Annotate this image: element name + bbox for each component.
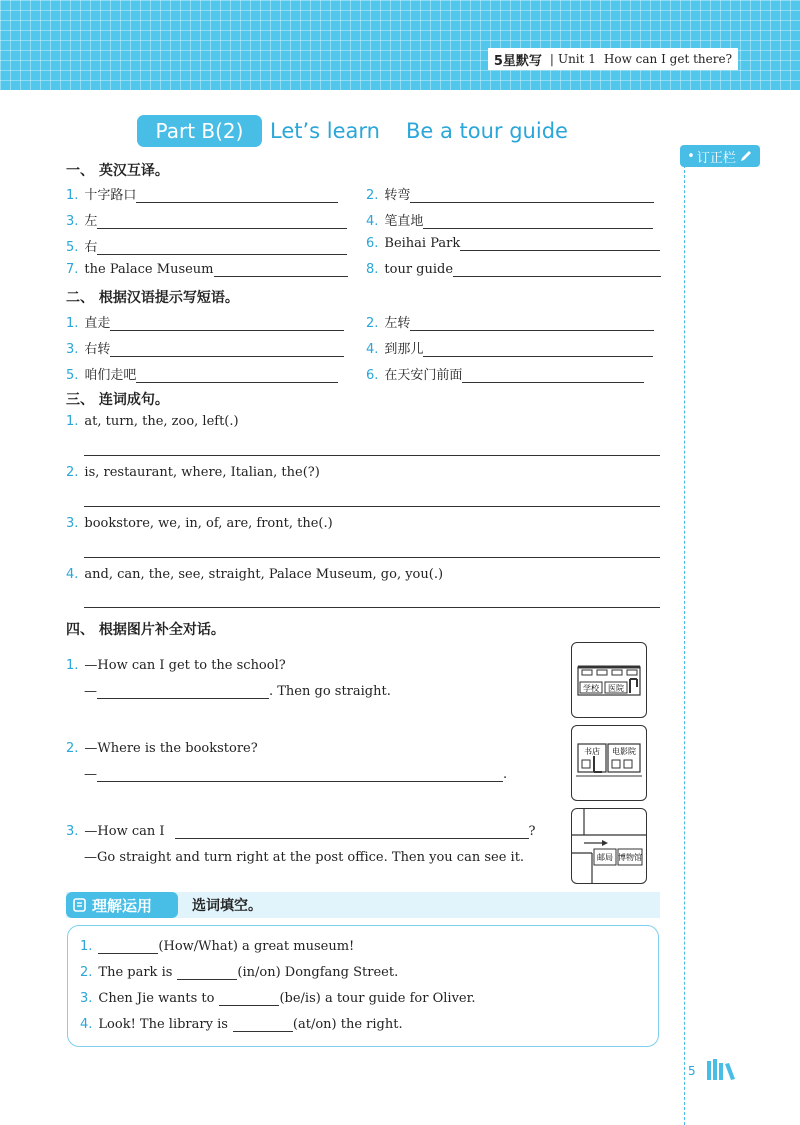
answer-blank[interactable] (110, 316, 344, 331)
answer-blank[interactable] (97, 684, 269, 699)
pic2-label-cinema: 电影院 (612, 747, 636, 756)
answer-blank[interactable] (177, 965, 237, 980)
answer-blank[interactable] (214, 262, 348, 277)
answer-blank[interactable] (219, 991, 279, 1006)
answer-blank[interactable] (410, 316, 654, 331)
list-item: 8. tour guide (366, 262, 661, 277)
answer-blank[interactable] (423, 214, 653, 229)
answer-blank[interactable] (175, 824, 529, 839)
answer-line[interactable] (84, 455, 660, 456)
answer-line[interactable] (84, 506, 660, 507)
list-item: 1. at, turn, the, zoo, left(.) (66, 414, 239, 429)
list-item: 2. 左转 (366, 312, 654, 331)
section1-heading: 一、 英汉互译。 (66, 163, 169, 179)
answer-line[interactable] (84, 607, 660, 608)
picture-postoffice-museum (571, 808, 647, 884)
answer-blank[interactable] (233, 1017, 293, 1032)
part-badge: Part B(2) (137, 115, 262, 147)
list-item: 6. 在天安门前面 (366, 364, 644, 383)
list-item: 3. 左 (66, 210, 347, 229)
title-lets-learn: Let’s learn (270, 119, 380, 143)
page-number: 5 (688, 1064, 696, 1078)
answer-blank[interactable] (98, 939, 158, 954)
answer-blank[interactable] (97, 767, 503, 782)
list-item: 7. the Palace Museum (66, 262, 348, 277)
answer-blank[interactable] (136, 188, 338, 203)
apply-tag: 理解运用 (66, 892, 178, 918)
list-item: 4. 笔直地 (366, 210, 653, 229)
list-item: 2. is, restaurant, where, Italian, the(?) (66, 465, 320, 480)
list-item: 5. 右 (66, 236, 347, 255)
apply-instruction: 选词填空。 (192, 898, 262, 914)
pic2-label-bookstore: 书店 (584, 747, 600, 756)
answer-blank[interactable] (453, 262, 661, 277)
answer-blank[interactable] (423, 342, 653, 357)
header-unit: Unit 1 (557, 52, 596, 66)
dialog-line: 1. —How can I get to the school? (66, 658, 286, 673)
list-item: 4. 到那儿 (366, 338, 653, 357)
header-band (0, 0, 800, 90)
dialog-line: —Go straight and turn right at the post office. Then you can see it. (84, 850, 525, 865)
picture-school-hospital (571, 642, 647, 718)
list-item: 5. 咱们走吧 (66, 364, 338, 383)
answer-blank[interactable] (410, 188, 654, 203)
fill-item: 2. The park is (in/on) Dongfang Street. (80, 965, 399, 980)
answer-blank[interactable] (97, 214, 347, 229)
list-item: 4. and, can, the, see, straight, Palace Museum, go, you(.) (66, 567, 444, 582)
pic3-label-postoffice: 邮局 (597, 853, 613, 862)
list-item: 1. 直走 (66, 312, 344, 331)
answer-blank[interactable] (110, 342, 344, 357)
dialog-line: 2. —Where is the bookstore? (66, 741, 258, 756)
section4-heading: 四、 根据图片补全对话。 (66, 622, 225, 638)
picture-bookstore-cinema (571, 725, 647, 801)
section3-heading: 三、 连词成句。 (66, 392, 169, 408)
page-title (270, 115, 594, 147)
answer-blank[interactable] (460, 236, 660, 251)
header-unit-tag: 5星默写 | Unit 1 How can I get there? (488, 48, 738, 70)
fill-item: 1. (How/What) a great museum! (80, 939, 355, 954)
list-item: 3. 右转 (66, 338, 344, 357)
correction-label: • 订正栏 (680, 145, 760, 167)
title-topic: Be a tour guide (405, 119, 568, 143)
dialog-line: — . (84, 767, 508, 782)
pic1-label-school: 学校 (583, 684, 599, 693)
header-brand: 5星默写 (493, 53, 542, 69)
fill-item: 4. Look! The library is (at/on) the right. (80, 1017, 403, 1032)
pic1-label-hospital: 医院 (608, 684, 624, 693)
answer-line[interactable] (84, 557, 660, 558)
list-item: 6. Beihai Park (366, 236, 660, 251)
pencil-icon (739, 149, 753, 163)
answer-blank[interactable] (97, 240, 347, 255)
answer-blank[interactable] (136, 368, 338, 383)
header-question: How can I get there? (603, 52, 732, 66)
list-item: 2. 转弯 (366, 184, 654, 203)
answer-blank[interactable] (462, 368, 644, 383)
pic3-label-museum: 博物馆 (618, 853, 642, 862)
dialog-line: — . Then go straight. (84, 684, 391, 699)
notepad-icon (72, 897, 88, 913)
list-item: 3. bookstore, we, in, of, are, front, the(.) (66, 516, 333, 531)
correction-column-line (684, 150, 685, 1125)
section2-heading: 二、 根据汉语提示写短语。 (66, 290, 239, 306)
dialog-line: 3. —How can I ? (66, 824, 536, 839)
list-item: 1. 十字路口 (66, 184, 338, 203)
fill-item: 3. Chen Jie wants to (be/is) a tour guide for Oliver. (80, 991, 476, 1006)
books-icon (705, 1058, 739, 1082)
